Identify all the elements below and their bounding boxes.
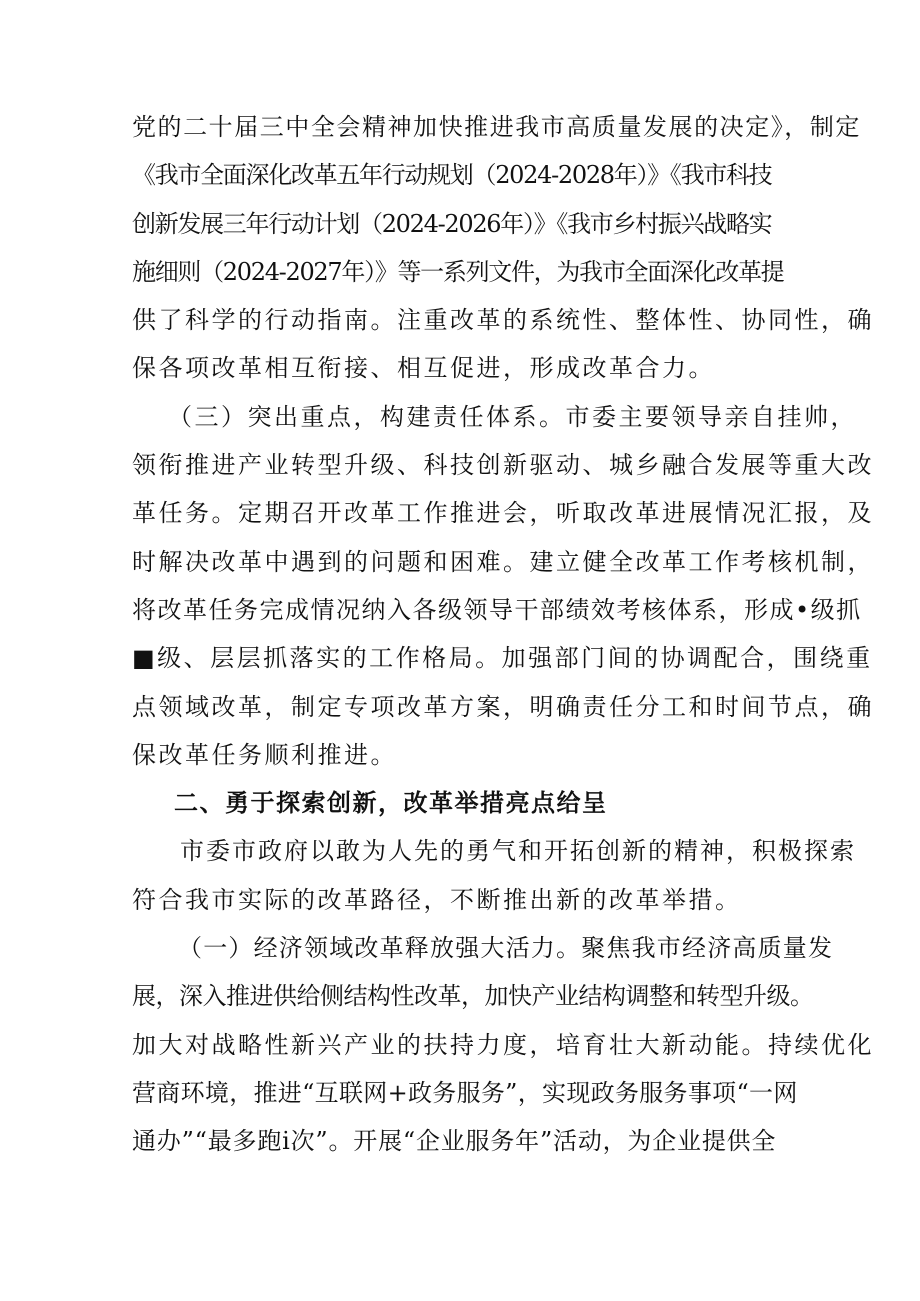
text-line: 符合我市实际的改革路径，不断推出新的改革举措。 <box>132 885 742 914</box>
text-line: 时解决改革中遇到的问题和困难。建立健全改革工作考核机制， <box>132 547 874 576</box>
text-line: 点领域改革，制定专项改革方案，明确责任分工和时间节点，确 <box>132 692 874 721</box>
text-line: （三）突出重点，构建责任体系。市委主要领导亲自挂帅， <box>168 402 857 431</box>
text-line: 市委市政府以敢为人先的勇气和开拓创新的精神，积极探索 <box>180 837 856 866</box>
text-line: 将改革任务完成情况纳入各级领导干部绩效考核体系，形成•级抓 <box>132 595 862 624</box>
document-body <box>132 103 874 1166</box>
text-line: 领衔推进产业转型升级、科技创新驱动、城乡融合发展等重大改 <box>132 451 874 480</box>
text-line: ■级、层层抓落实的工作格局。加强部门间的协调配合，围绕重 <box>132 644 873 673</box>
paragraph-2 <box>132 393 874 779</box>
text-line: 施细则（2024-2027年）》等一系列文件，为我市全面深化改革提 <box>132 257 784 286</box>
text-line: 革任务。定期召开改革工作推进会，听取改革进展情况汇报，及 <box>132 499 874 528</box>
paragraph-1 <box>132 103 874 393</box>
text-line: 供了科学的行动指南。注重改革的系统性、整体性、协同性，确 <box>132 306 874 335</box>
text-line: 加大对战略性新兴产业的扶持力度，培育壮大新动能。持续优化 <box>132 1030 874 1059</box>
text-line: （一）经济领域改革释放强大活力。聚焦我市经济高质量发 <box>178 934 834 963</box>
text-line: 创新发展三年行动计划（2024-2026年）》《我市乡村振兴战略实 <box>132 209 772 238</box>
text-line: 通办”“最多跑i次”。开展“企业服务年”活动，为企业提供全 <box>132 1127 777 1156</box>
text-line: 党的二十届三中全会精神加快推进我市高质量发展的决定》，制定 <box>132 113 861 141</box>
text-line: 营商环境，推进“互联网+政务服务”，实现政务服务事项“一网 <box>132 1078 798 1107</box>
paragraph-3 <box>132 827 856 924</box>
section-heading: 二、勇于探索创新，改革举措亮点给呈 <box>174 789 608 818</box>
text-line: 展，深入推进供给侧结构性改革，加快产业结构调整和转型升级。 <box>132 982 814 1011</box>
text-line: 保改革任务顺利推进。 <box>132 740 397 769</box>
paragraph-4 <box>132 924 874 1165</box>
text-line: 《我市全面深化改革五年行动规划（2024-2028年）》《我市科技 <box>132 161 772 190</box>
text-line: 保各项改革相互衔接、相互促进，形成改革合力。 <box>132 354 715 383</box>
